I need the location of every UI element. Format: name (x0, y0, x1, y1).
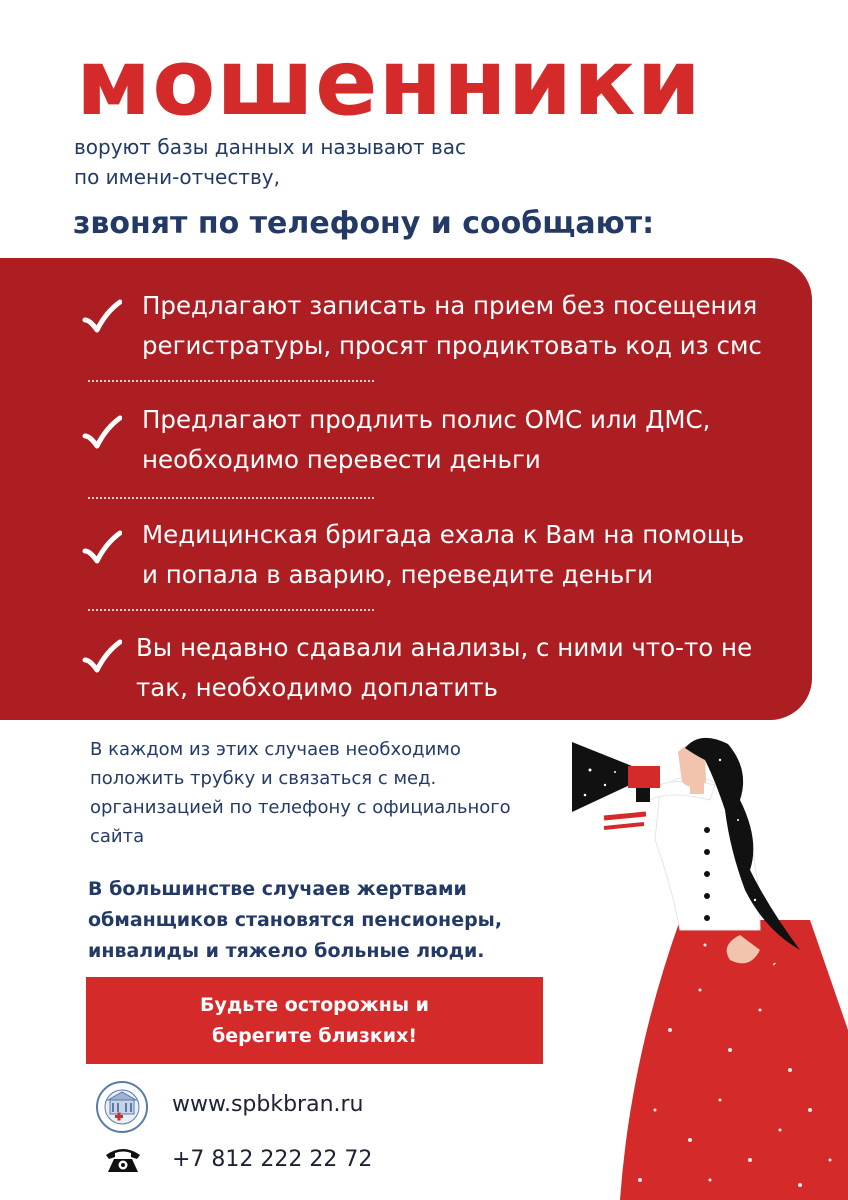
dotted-divider (88, 609, 374, 611)
scam-item-line: регистратуры, просят продиктовать код из смс (142, 331, 762, 360)
advice-line: положить трубку и связаться с мед. (90, 768, 437, 789)
scam-item-line: так, необходимо доплатить (136, 673, 498, 702)
phone-number[interactable]: +7 812 222 22 72 (172, 1147, 373, 1172)
megaphone-woman-illustration (560, 730, 848, 1200)
hospital-logo (95, 1080, 149, 1134)
intro-line-2: по имени-отчеству, (74, 165, 280, 189)
warning-line: обманщиков становятся пенсионеры, (88, 909, 503, 931)
advice-line: организацией по телефону с официального (90, 797, 511, 818)
warning-line: инвалиды и тяжело больные люди. (88, 940, 485, 962)
advice-line: В каждом из этих случаев необходимо (90, 739, 461, 760)
page-title: мошенники (76, 29, 703, 136)
intro-line-1: воруют базы данных и называют вас (74, 135, 467, 159)
dotted-divider (88, 380, 374, 382)
checkmark-icon (82, 414, 122, 454)
scam-item-text (142, 400, 792, 480)
caution-line: Будьте осторожны и (200, 993, 429, 1016)
scam-item-text (142, 286, 792, 366)
intro-strong: звонят по телефону и сообщают: (73, 206, 655, 241)
scam-item-line: и попала в аварию, переведите деньги (142, 560, 654, 589)
checkmark-icon (82, 638, 122, 678)
checkmark-icon (82, 529, 122, 569)
scam-item-line: Медицинская бригада ехала к Вам на помощь (142, 520, 745, 549)
advice-text (90, 735, 560, 851)
advice-line: сайта (90, 826, 145, 847)
scam-item-line: необходимо перевести деньги (142, 445, 541, 474)
scam-item-line: Предлагают продлить полис ОМС или ДМС, (142, 405, 711, 434)
scam-item-line: Предлагают записать на прием без посещения (142, 291, 758, 320)
caution-banner (86, 977, 543, 1064)
intro-text (74, 132, 634, 192)
victims-warning (88, 874, 548, 967)
dotted-divider (88, 497, 374, 499)
scam-item-text (142, 515, 792, 595)
scam-item-line: Вы недавно сдавали анализы, с ними что-то не (136, 633, 753, 662)
warning-line: В большинстве случаев жертвами (88, 878, 467, 900)
scam-list-panel (0, 258, 812, 720)
caution-line: берегите близких! (211, 1024, 418, 1047)
checkmark-icon (82, 298, 122, 338)
website-link[interactable]: www.spbkbran.ru (172, 1092, 364, 1117)
scam-item-text (136, 628, 786, 708)
telephone-icon (104, 1146, 142, 1174)
